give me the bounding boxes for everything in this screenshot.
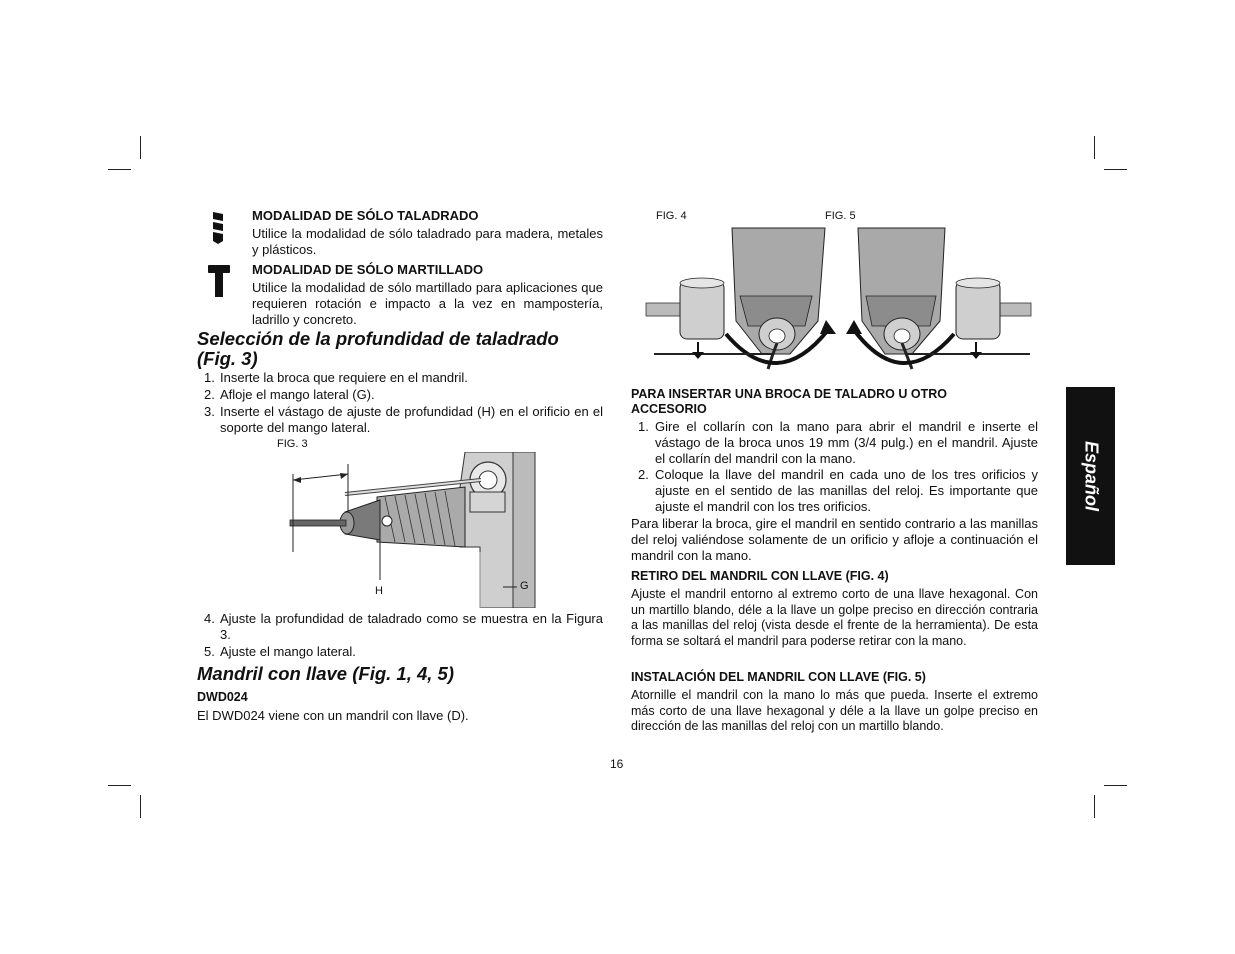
drill-bit-icon (210, 210, 226, 251)
crop-mark (1104, 169, 1127, 170)
chuck-section-heading: Mandril con llave (Fig. 1, 4, 5) (197, 663, 455, 684)
fig3-label: FIG. 3 (277, 438, 308, 450)
language-tab-label: Español (1081, 440, 1101, 512)
depth-steps-list (197, 370, 603, 436)
list-item: 2. Coloque la llave del mandril en cada uno de los tres orificios y ajuste en el sentido de las manillas del reloj. Es importante que ajuste el mandril con los tres orificios. (638, 467, 1038, 514)
crop-mark (140, 136, 141, 159)
hammer-icon (208, 264, 230, 303)
drill-mode-text: Utilice la modalidad de sólo taladrado para madera, metales y plásticos. (252, 226, 603, 257)
crop-mark (140, 795, 141, 818)
callout-g: G (520, 580, 529, 592)
fig4-fig5-illustration (640, 226, 1040, 376)
list-item: 4. Ajuste la profundidad de taladrado como se muestra en la Figura 3. (204, 611, 603, 642)
list-item: 3. Inserte el vástago de ajuste de profundidad (H) en el orificio en el soporte del mango lateral. (204, 404, 603, 435)
install-section-heading: INSTALACIÓN DEL MANDRIL CON LLAVE (FIG. 5) (631, 670, 926, 684)
insert-steps-list (631, 419, 1038, 515)
crop-mark (1104, 785, 1127, 786)
crop-mark (108, 785, 131, 786)
callout-h: H (375, 585, 383, 597)
depth-steps-list-continued (197, 611, 603, 660)
install-text: Atornille el mandril con la mano lo más que pueda. Inserte el extremo más corto de una llave hexagonal y déle a la llave un golpe preciso en dirección de las manillas del reloj con un martillo blando. (631, 688, 1038, 733)
chuck-text: El DWD024 viene con un mandril con llave (D). (197, 708, 469, 723)
list-item: 1. Inserte la broca que requiere en el mandril. (204, 370, 468, 385)
fig3-illustration (285, 452, 540, 613)
list-item: 2. Afloje el mango lateral (G). (204, 387, 375, 402)
crop-mark (1094, 136, 1095, 159)
language-tab (1066, 387, 1115, 565)
hammer-mode-title: MODALIDAD DE SÓLO MARTILLADO (252, 262, 484, 277)
fig5-label: FIG. 5 (825, 210, 856, 222)
release-text: Para liberar la broca, gire el mandril en sentido contrario a las manillas del reloj valiéndose solamente de un orificio y afloje a continuación el mandril con la mano. (631, 516, 1038, 563)
model-label: DWD024 (197, 690, 248, 704)
crop-mark (1094, 795, 1095, 818)
insert-section-heading: PARA INSERTAR UNA BROCA DE TALADRO U OTRO ACCESORIO (631, 387, 947, 416)
page-number: 16 (610, 757, 624, 771)
crop-mark (108, 169, 131, 170)
depth-section-heading: Selección de la profundidad de taladrado (Fig. 3) (197, 328, 559, 369)
removal-section-heading: RETIRO DEL MANDRIL CON LLAVE (FIG. 4) (631, 569, 889, 583)
list-item: 5. Ajuste el mango lateral. (204, 644, 356, 659)
fig4-label: FIG. 4 (656, 210, 687, 222)
removal-text: Ajuste el mandril entorno al extremo corto de una llave hexagonal. Con un martillo blando, déle a la llave un golpe preciso en dirección contraria a las manillas del reloj (vista desde el frente de la herramienta). De esta forma se soltará el mandril para poderse retirar con la mano. (631, 587, 1038, 648)
hammer-mode-text: Utilice la modalidad de sólo martillado para aplicaciones que requieren rotación e impacto a la vez en mampostería, ladrillo y concreto. (252, 280, 603, 327)
list-item: 1. Gire el collarín con la mano para abrir el mandril e inserte el vástago de la broca unos 19 mm (3/4 pulg.) en el mandril. Ajuste el collarín del mandril con la mano. (638, 419, 1038, 466)
drill-mode-title: MODALIDAD DE SÓLO TALADRADO (252, 208, 479, 223)
